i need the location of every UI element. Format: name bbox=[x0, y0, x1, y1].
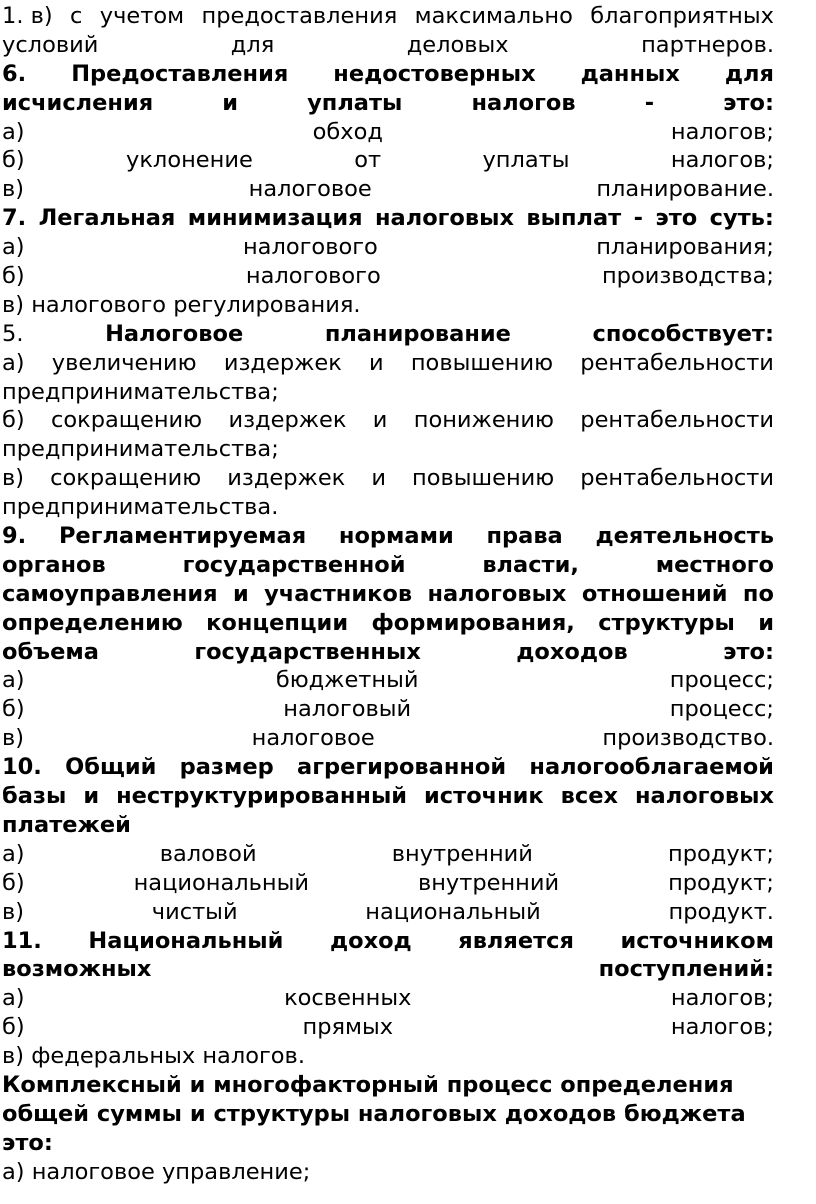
text-word: платежей bbox=[2, 811, 131, 838]
text-word: б) bbox=[2, 407, 25, 434]
text-word: это: bbox=[723, 89, 774, 116]
text-word: государственных bbox=[194, 638, 421, 665]
text-word: определению bbox=[2, 609, 183, 636]
text-word: налоговых bbox=[635, 783, 774, 810]
text-word: максимально bbox=[414, 3, 573, 29]
text-word: валовой bbox=[159, 840, 257, 867]
text-word: предоставления bbox=[201, 3, 398, 29]
text-word: предпринимательства; bbox=[2, 436, 279, 463]
text-line bbox=[2, 782, 774, 811]
text-line bbox=[2, 60, 774, 89]
text-word: косвенных bbox=[284, 985, 412, 1012]
text-line bbox=[2, 204, 774, 233]
text-word: налогов; bbox=[670, 985, 774, 1012]
text-word: обход bbox=[312, 118, 383, 145]
text-word: государственной bbox=[182, 551, 406, 578]
text-line bbox=[2, 898, 774, 927]
text-word: а) bbox=[2, 840, 25, 867]
text-word: в) налогового регулирования. bbox=[2, 291, 361, 318]
text-word: налогового bbox=[245, 263, 381, 290]
text-line bbox=[2, 927, 774, 956]
text-word: от bbox=[354, 147, 382, 174]
text-word: доходов bbox=[516, 638, 628, 665]
text-word: с bbox=[70, 3, 83, 29]
text-word: а) bbox=[2, 118, 25, 145]
text-word: и bbox=[83, 783, 100, 810]
text-line bbox=[2, 2, 774, 31]
text-word: налоговый bbox=[283, 696, 412, 723]
text-word: - bbox=[633, 205, 643, 232]
text-line bbox=[2, 551, 774, 580]
text-word: а) bbox=[2, 667, 25, 694]
text-line bbox=[2, 869, 774, 898]
text-word: 9. bbox=[2, 523, 27, 550]
text-line bbox=[2, 666, 774, 695]
text-line bbox=[2, 840, 774, 869]
text-word: источником bbox=[620, 927, 774, 954]
text-word: б) bbox=[2, 147, 25, 174]
text-word: а) налоговое управление; bbox=[2, 1158, 311, 1185]
text-line bbox=[2, 435, 774, 464]
text-word: налогов; bbox=[670, 1014, 774, 1041]
text-word: 10. bbox=[2, 754, 42, 781]
text-word: суть: bbox=[709, 205, 774, 232]
text-line bbox=[2, 146, 774, 175]
text-word: для bbox=[724, 60, 774, 87]
text-word: и bbox=[369, 349, 384, 376]
text-line bbox=[2, 320, 774, 349]
text-word: в) bbox=[2, 898, 25, 925]
text-word: минимизация bbox=[187, 205, 363, 232]
text-word: планирование bbox=[324, 320, 511, 347]
text-line bbox=[2, 522, 774, 551]
text-word: местного bbox=[655, 551, 774, 578]
text-line bbox=[2, 1071, 774, 1100]
text-word: отношений bbox=[581, 580, 728, 607]
text-word: издержек bbox=[228, 407, 347, 434]
text-word: Легальная bbox=[38, 205, 176, 232]
document-page bbox=[2, 0, 774, 1187]
text-word: объема bbox=[2, 638, 99, 665]
text-line bbox=[2, 609, 774, 638]
text-word: исчисления bbox=[2, 89, 154, 116]
text-word: самоуправления bbox=[2, 580, 218, 607]
text-word: Налоговое bbox=[105, 320, 244, 347]
text-word: налогов; bbox=[670, 147, 774, 174]
text-word: планирование. bbox=[596, 176, 774, 203]
text-word: доход bbox=[329, 927, 412, 954]
text-line bbox=[2, 262, 774, 291]
text-word: - bbox=[644, 89, 655, 116]
text-word: нормами bbox=[338, 523, 454, 550]
text-line bbox=[2, 580, 774, 609]
text-word: это: bbox=[723, 638, 774, 665]
text-word: в) федеральных налогов. bbox=[2, 1043, 305, 1070]
text-word: деятельность bbox=[595, 523, 774, 550]
text-word: сокращению bbox=[50, 465, 202, 492]
text-word: 6. bbox=[2, 60, 27, 87]
text-word: органов bbox=[2, 551, 106, 578]
text-line bbox=[2, 378, 774, 407]
text-word: уплаты bbox=[307, 89, 403, 116]
text-line bbox=[2, 1129, 774, 1158]
text-word: возможных bbox=[2, 956, 152, 983]
text-line bbox=[2, 406, 774, 435]
text-word: по bbox=[742, 580, 774, 607]
text-word: 1. в) bbox=[2, 3, 53, 29]
text-word: повышению bbox=[410, 349, 554, 376]
text-line bbox=[2, 955, 774, 984]
text-word: бюджетный bbox=[275, 667, 419, 694]
text-word: национальный bbox=[365, 898, 541, 925]
text-word: процесс; bbox=[669, 696, 774, 723]
text-line bbox=[2, 984, 774, 1013]
text-word: источник bbox=[424, 783, 544, 810]
text-word: рентабельности bbox=[580, 349, 774, 376]
text-word: данных bbox=[580, 60, 680, 87]
text-word: внутренний bbox=[417, 869, 560, 896]
text-word: национальный bbox=[133, 869, 310, 896]
text-word: издержек bbox=[223, 349, 342, 376]
text-word: является bbox=[458, 927, 574, 954]
text-word: условий bbox=[2, 31, 99, 58]
text-line bbox=[2, 118, 774, 147]
text-word: налоговых bbox=[374, 205, 514, 232]
text-word: налогооблагаемой bbox=[529, 754, 774, 781]
text-word: налогов; bbox=[670, 118, 774, 145]
text-word: рентабельности bbox=[580, 407, 774, 434]
text-word: недостоверных bbox=[333, 60, 536, 87]
text-word: общей суммы и структуры налоговых доходов бюджета bbox=[2, 1100, 746, 1127]
text-word: а) bbox=[2, 349, 25, 376]
text-word: налогов bbox=[471, 89, 576, 116]
text-word: в) bbox=[2, 725, 25, 752]
text-word: Предоставления bbox=[71, 60, 289, 87]
text-word: производства; bbox=[601, 263, 774, 290]
text-word: производство. bbox=[602, 725, 774, 752]
text-word: Общий bbox=[65, 754, 157, 781]
text-word: уклонение bbox=[126, 147, 253, 174]
text-word: и bbox=[371, 465, 386, 492]
text-line bbox=[2, 349, 774, 378]
text-word: всех bbox=[560, 783, 619, 810]
text-word: налоговое bbox=[248, 176, 372, 203]
text-word: прямых bbox=[302, 1014, 394, 1041]
text-word: размер bbox=[179, 754, 274, 781]
text-word: Комплексный и многофакторный процесс определения bbox=[2, 1071, 734, 1098]
text-word: предпринимательства; bbox=[2, 378, 279, 405]
text-word: для bbox=[230, 31, 275, 58]
text-word: налоговое bbox=[251, 725, 375, 752]
text-word: б) bbox=[2, 1014, 25, 1041]
text-word: налоговых bbox=[427, 580, 567, 607]
text-word: 5. bbox=[2, 320, 24, 347]
text-line bbox=[2, 1013, 774, 1042]
text-word: участников bbox=[264, 580, 413, 607]
text-word: неструктурированный bbox=[116, 783, 408, 810]
text-word: и bbox=[222, 89, 239, 116]
text-word: власти, bbox=[482, 551, 579, 578]
text-word: агрегированной bbox=[297, 754, 507, 781]
text-word: в) bbox=[2, 176, 25, 203]
text-line bbox=[2, 695, 774, 724]
text-line bbox=[2, 175, 774, 204]
text-word: благоприятных bbox=[590, 3, 774, 29]
text-word: учетом bbox=[99, 3, 185, 29]
text-word: повышению bbox=[412, 465, 555, 492]
text-line bbox=[2, 464, 774, 493]
text-word: понижению bbox=[413, 407, 554, 434]
text-word: концепции bbox=[206, 609, 349, 636]
text-line bbox=[2, 291, 774, 320]
text-word: партнеров. bbox=[641, 31, 774, 58]
text-word: это: bbox=[2, 1129, 53, 1156]
text-word: уплаты bbox=[482, 147, 570, 174]
text-word: способствует: bbox=[592, 320, 774, 347]
text-word: издержек bbox=[227, 465, 346, 492]
text-word: формирования, bbox=[371, 609, 575, 636]
text-word: права bbox=[486, 523, 563, 550]
text-word: 11. bbox=[2, 927, 42, 954]
text-word: внутренний bbox=[391, 840, 533, 867]
text-word: чистый bbox=[151, 898, 238, 925]
text-word: и bbox=[372, 407, 388, 434]
text-word: в) bbox=[2, 465, 25, 492]
text-line bbox=[2, 811, 774, 840]
text-line bbox=[2, 753, 774, 782]
text-word: рентабельности bbox=[580, 465, 774, 492]
text-line bbox=[2, 31, 774, 60]
text-word: планирования; bbox=[596, 234, 774, 261]
text-word: продукт; bbox=[668, 840, 774, 867]
text-word: налогового bbox=[242, 234, 378, 261]
text-word: предпринимательства. bbox=[2, 494, 279, 521]
text-word: продукт. bbox=[668, 898, 774, 925]
text-word: увеличению bbox=[51, 349, 197, 376]
text-word: выплат bbox=[526, 205, 622, 232]
text-word: и bbox=[232, 580, 249, 607]
text-word: а) bbox=[2, 985, 25, 1012]
text-word: Национальный bbox=[88, 927, 284, 954]
text-line bbox=[2, 1158, 774, 1187]
text-word: а) bbox=[2, 234, 25, 261]
text-word: б) bbox=[2, 696, 25, 723]
text-word: это bbox=[655, 205, 698, 232]
text-word: поступлений: bbox=[598, 956, 774, 983]
text-word: сокращению bbox=[51, 407, 203, 434]
text-line bbox=[2, 1100, 774, 1129]
text-line bbox=[2, 493, 774, 522]
text-word: 7. bbox=[2, 205, 27, 232]
text-line bbox=[2, 638, 774, 667]
text-word: и bbox=[758, 609, 774, 636]
text-line bbox=[2, 724, 774, 753]
text-word: процесс; bbox=[669, 667, 774, 694]
text-word: Регламентируемая bbox=[58, 523, 307, 550]
text-line bbox=[2, 1042, 774, 1071]
text-word: б) bbox=[2, 263, 25, 290]
text-word: б) bbox=[2, 869, 25, 896]
text-word: деловых bbox=[406, 31, 509, 58]
text-line bbox=[2, 89, 774, 118]
text-word: структуры bbox=[598, 609, 735, 636]
text-line bbox=[2, 233, 774, 262]
text-word: базы bbox=[2, 783, 67, 810]
text-word: продукт; bbox=[668, 869, 774, 896]
